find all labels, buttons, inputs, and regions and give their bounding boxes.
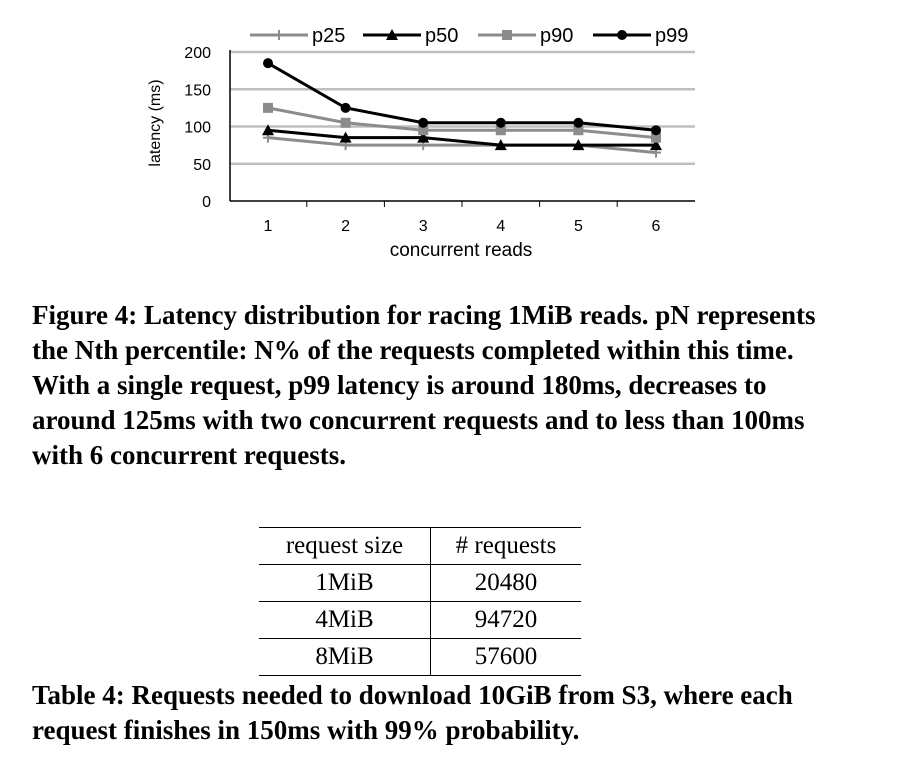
y-tick-label: 50 (193, 156, 211, 174)
table-cell-size: 4MiB (259, 602, 431, 639)
series-lines (262, 58, 662, 157)
header-request-size: request size (259, 528, 431, 565)
header-num-requests: # requests (431, 528, 582, 565)
requests-table (259, 527, 581, 676)
legend-label: p25 (312, 25, 346, 47)
data-point-p90 (341, 118, 351, 128)
series-p99 (263, 58, 661, 135)
data-point-p99 (263, 58, 273, 68)
legend-marker (502, 30, 512, 40)
latency-chart (0, 0, 914, 290)
data-point-p99 (341, 103, 351, 113)
y-tick-label: 150 (184, 82, 211, 100)
table-cell-size: 8MiB (259, 639, 431, 676)
legend-label: p50 (425, 25, 459, 47)
legend-label: p99 (655, 25, 689, 47)
y-tick-label: 0 (202, 194, 211, 211)
legend-marker (617, 30, 627, 40)
legend (250, 25, 688, 47)
data-point-p90 (263, 103, 273, 113)
table-caption: Table 4: Requests needed to download 10GiB from S3, where each request finishes in 150ms with 99% probability. (32, 680, 793, 745)
x-axis-label: concurrent reads (389, 240, 533, 261)
legend-item-p25 (250, 25, 345, 47)
table-cell-count: 94720 (431, 602, 582, 639)
y-tick-label: 100 (184, 119, 211, 137)
axes (147, 45, 695, 261)
table-row (259, 639, 581, 676)
legend-marker (274, 30, 284, 40)
data-point-p99 (418, 118, 428, 128)
table-cell-size: 1MiB (259, 565, 431, 602)
x-tick-label: 3 (418, 218, 428, 235)
table-row (259, 602, 581, 639)
table-cell-count: 57600 (431, 639, 582, 676)
table-cell-count: 20480 (431, 565, 582, 602)
legend-item-p90 (478, 25, 573, 47)
legend-label: p90 (540, 25, 574, 47)
x-tick-label: 2 (341, 218, 351, 235)
x-tick-label: 1 (263, 218, 273, 235)
x-tick-label: 5 (573, 218, 583, 235)
grid-lines (230, 52, 695, 164)
legend-item-p99 (593, 25, 688, 47)
figure-4 (0, 0, 914, 290)
x-tick-label: 4 (496, 218, 506, 235)
data-point-p99 (496, 118, 506, 128)
legend-item-p50 (363, 25, 458, 47)
table-row (259, 565, 581, 602)
data-point-p99 (651, 125, 661, 135)
data-point-p99 (573, 118, 583, 128)
figure-caption: Figure 4: Latency distribution for racing 1MiB reads. pN represents the Nth percentile: N% of the requests completed within this time. With a single request, p99 latency is around 180ms, decreases to around 125ms with two concurrent requests and to less than 100ms with 6 concurrent requests. (32, 300, 816, 470)
y-tick-label: 200 (184, 45, 211, 62)
table-header-row (259, 528, 581, 565)
y-axis-label: latency (ms) (147, 79, 164, 167)
x-tick-label: 6 (651, 218, 661, 235)
